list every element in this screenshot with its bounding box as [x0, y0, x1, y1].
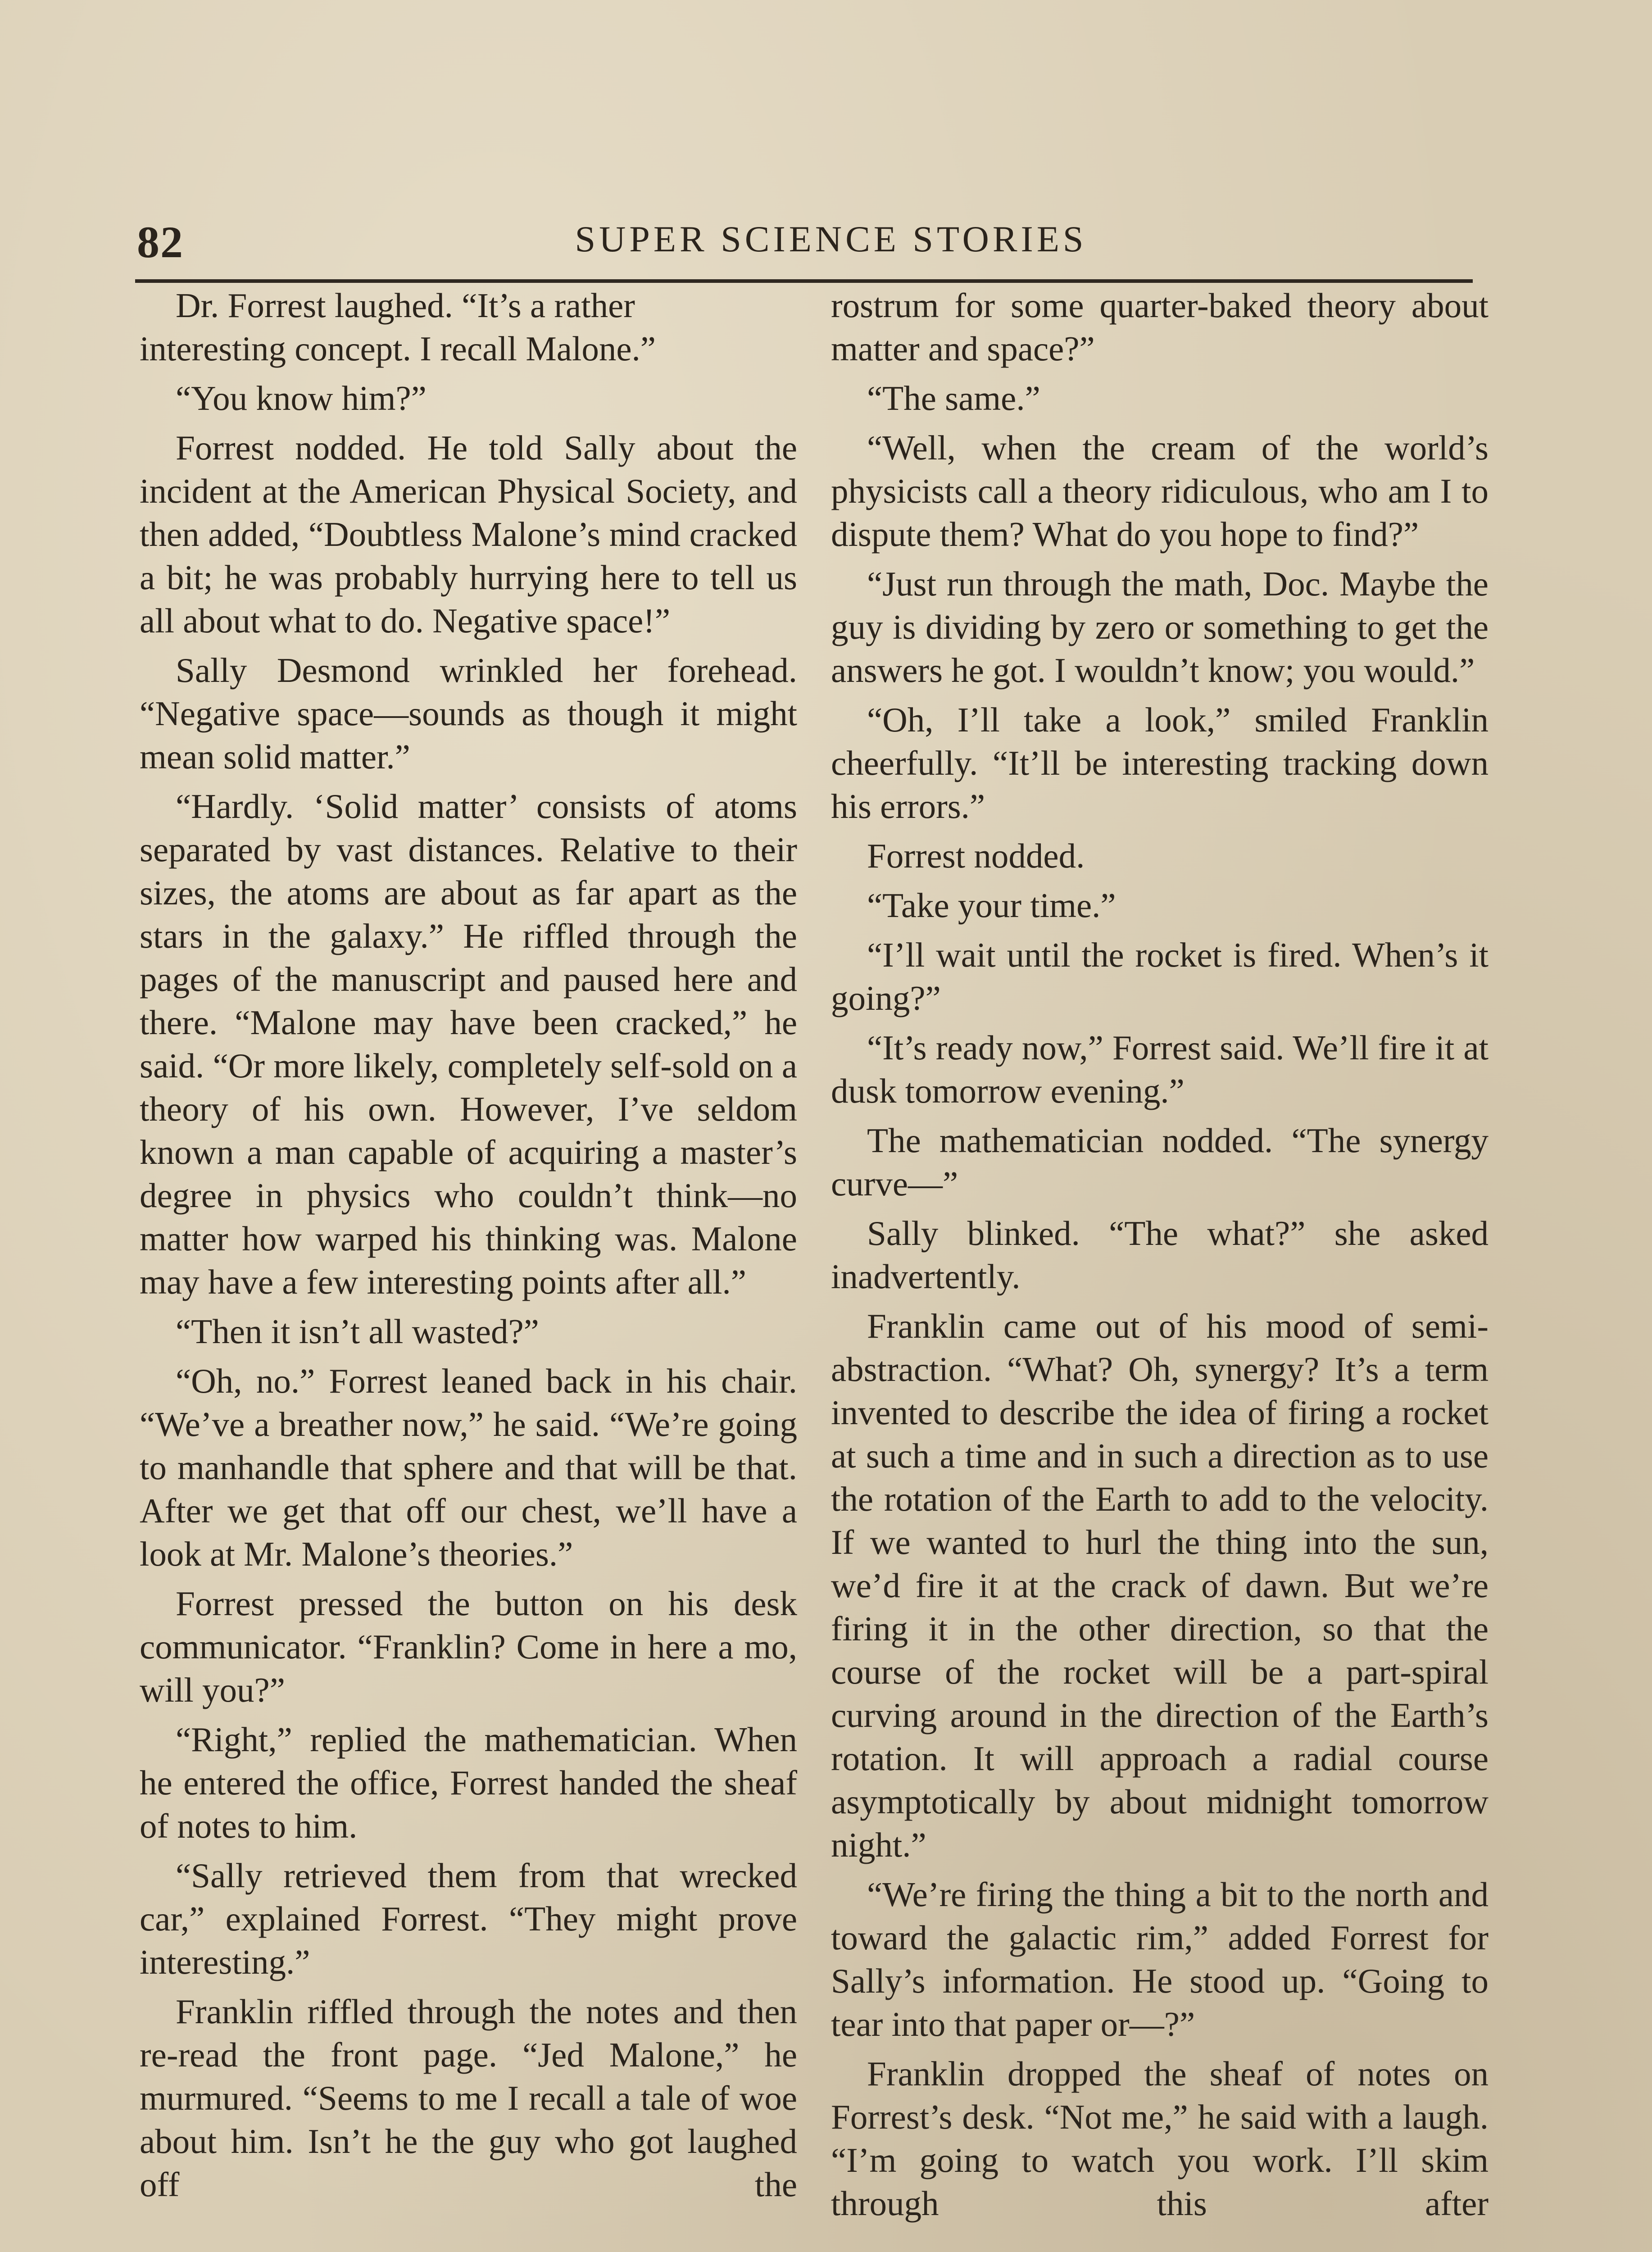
page-number: 82	[137, 217, 184, 267]
paragraph: rostrum for some quarter-baked theory about matter and space?”	[831, 286, 1489, 368]
paragraph: “Well, when the cream of the world’s physicists call a theory ridiculous, who am I to dispute them? What do you hope to find?”	[831, 428, 1489, 554]
paragraph: Forrest nodded.	[867, 836, 1085, 875]
page-header	[135, 212, 1473, 283]
paragraph: “The same.”	[867, 379, 1040, 418]
paragraph: “Just run through the math, Doc. Maybe the guy is dividing by zero or something to get the answers he got. I wouldn’t know; you would.”	[831, 564, 1489, 690]
paragraph: Forrest nodded. He told Sally about the incident at the American Physical Society, and then added, “Doubtless Malone’s mind cracked a bit; he was probably hurrying here to tell us all about what to do. Negative space!”	[140, 428, 797, 640]
running-title: SUPER SCIENCE STORIES	[575, 218, 1087, 259]
paragraph-line: interesting concept. I recall Malone.”	[140, 329, 656, 368]
paragraph: Franklin riffled through the notes and then re-read the front page. “Jed Malone,” he murmured. “Seems to me I recall a tale of woe about him. Isn’t he the guy who got laughed off the	[140, 1992, 797, 2204]
paragraph	[140, 284, 797, 370]
paragraph: Franklin dropped the sheaf of notes on Forrest’s desk. “Not me,” he said with a laugh. “I’m going to watch you work. I’ll skim through this after	[831, 2054, 1489, 2223]
paragraph: “Oh, no.” Forrest leaned back in his chair. “We’ve a breather now,” he said. “We’re going to manhandle that sphere and that will be that. After we get that off our chest, we’ll have a look at Mr. Malone’s theories.”	[140, 1362, 797, 1573]
left-text-column	[140, 284, 797, 2252]
paragraph: The mathematician nodded. “The synergy curve—”	[831, 1121, 1489, 1203]
paragraph: “It’s ready now,” Forrest said. We’ll fire it at dusk tomorrow evening.”	[831, 1028, 1489, 1110]
paragraph: “Oh, I’ll take a look,” smiled Franklin cheerfully. “It’ll be interesting tracking down his errors.”	[831, 700, 1489, 826]
paragraph: “Take your time.”	[867, 886, 1116, 925]
paragraph: Sally Desmond wrinkled her forehead. “Negative space—sounds as though it might mean solid matter.”	[140, 651, 797, 776]
paragraph: Franklin came out of his mood of semi-abstraction. “What? Oh, synergy? It’s a term invented to describe the idea of firing a rocket at such a time and in such a direction as to use the rotation of the Earth to add to the velocity. If we wanted to hurl the thing into the sun, we’d fire it at the crack of dawn. But we’re firing it in the other direction, so that the course of the rocket will be a part-spiral curving around in the direction of the Earth’s rotation. It will approach a radial course asymptotically by about midnight tomorrow night.”	[831, 1307, 1489, 1864]
paragraph: “Hardly. ‘Solid matter’ consists of atoms separated by vast distances. Relative to their sizes, the atoms are about as far apart as the stars in the galaxy.” He riffled through the pages of the manuscript and paused here and there. “Malone may have been cracked,” he said. “Or more likely, completely self-sold on a theory of his own. However, I’ve seldom known a man capable of acquiring a master’s degree in physics who couldn’t think—no matter how warped his thinking was. Malone may have a few interesting points after all.”	[140, 787, 797, 1301]
paragraph: “Then it isn’t all wasted?”	[176, 1312, 539, 1351]
right-text-column	[831, 284, 1489, 2252]
paragraph: Sally blinked. “The what?” she asked inadvertently.	[831, 1214, 1489, 1296]
paragraph: “We’re firing the thing a bit to the north and toward the galactic rim,” added Forrest for Sally’s information. He stood up. “Going to tear into that paper or—?”	[831, 1875, 1489, 2043]
paragraph: “Right,” replied the mathematician. When he entered the office, Forrest handed the sheaf of notes to him.	[140, 1720, 797, 1845]
paragraph: “You know him?”	[176, 379, 427, 418]
paragraph: “I’ll wait until the rocket is fired. When’s it going?”	[831, 935, 1489, 1017]
paragraph: “Sally retrieved them from that wrecked car,” explained Forrest. “They might prove interesting.”	[140, 1856, 797, 1981]
paragraph: Forrest pressed the button on his desk communicator. “Franklin? Come in here a mo, will you?”	[140, 1584, 797, 1709]
paragraph-line: Dr. Forrest laughed. “It’s a rather	[176, 286, 635, 325]
